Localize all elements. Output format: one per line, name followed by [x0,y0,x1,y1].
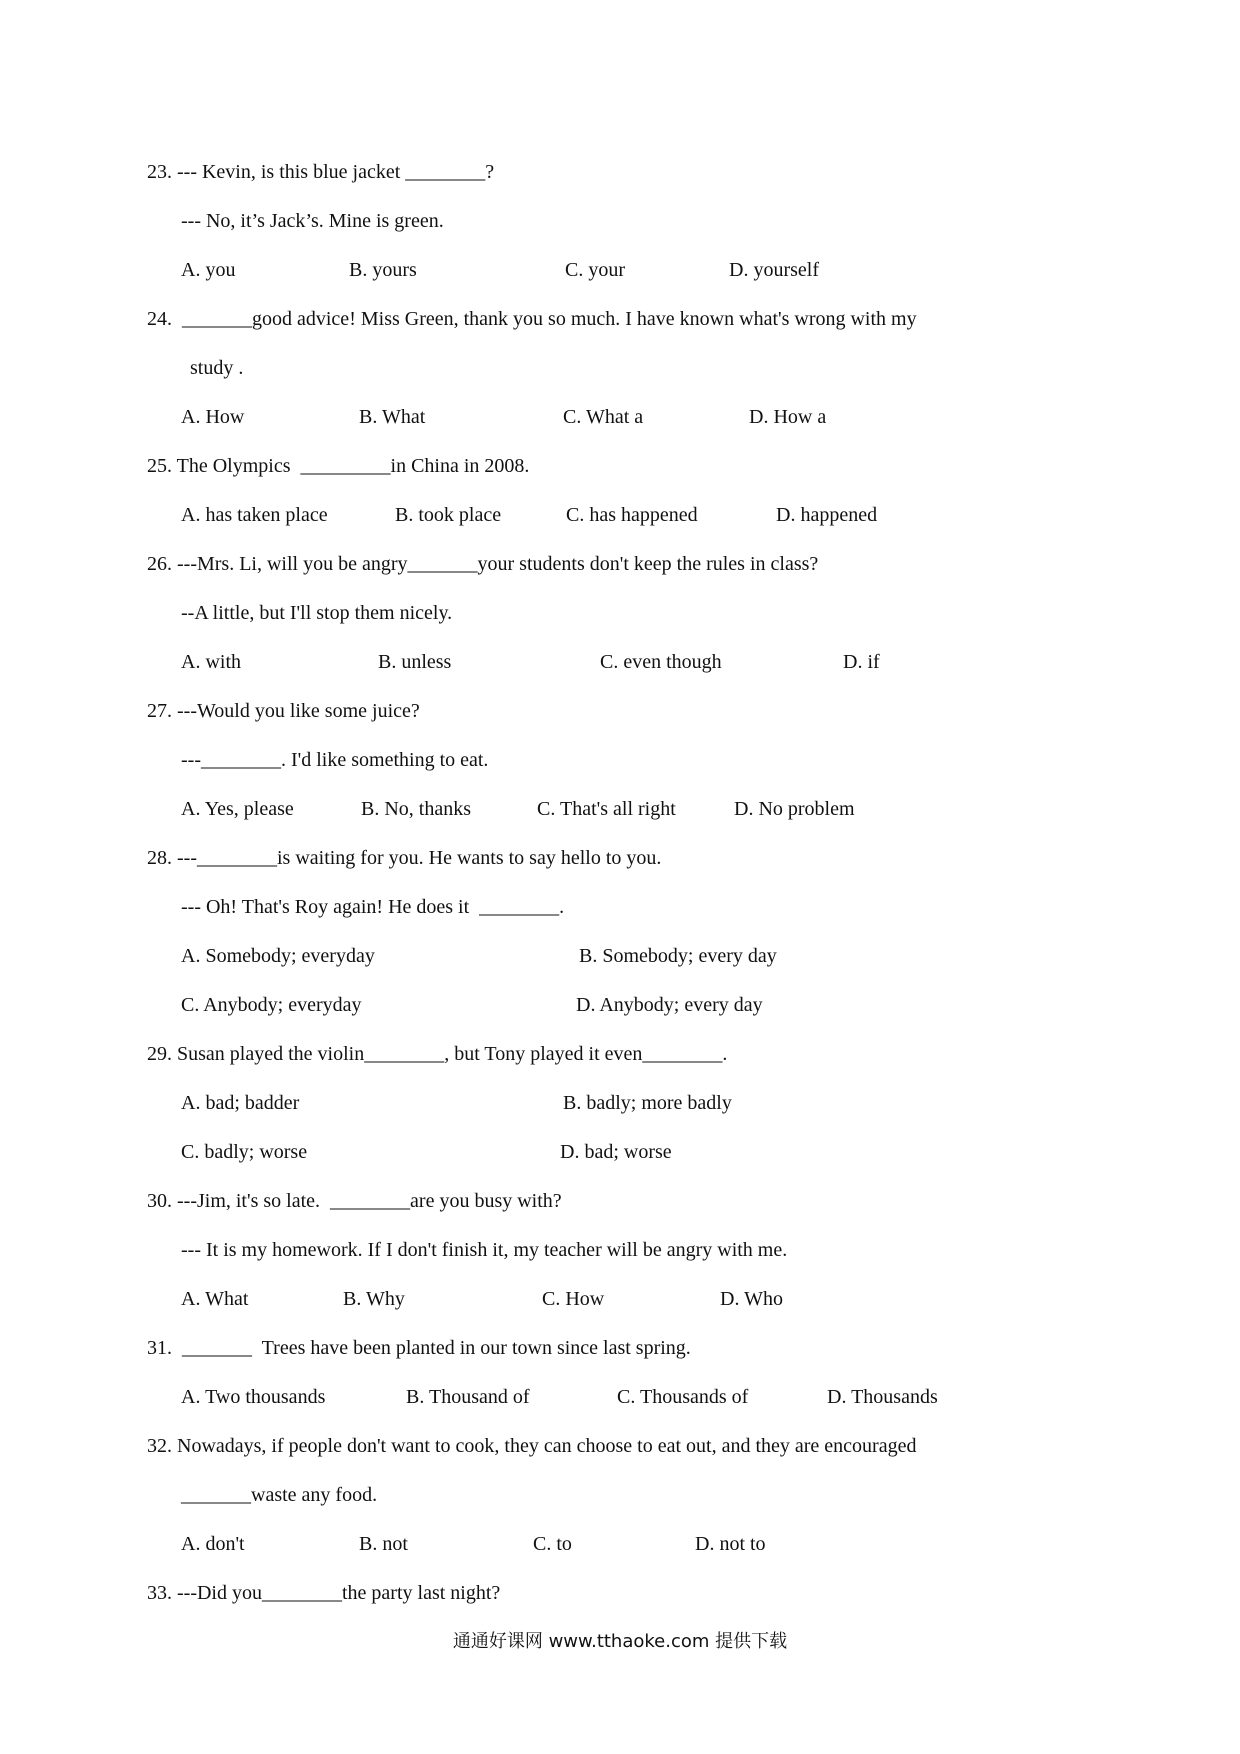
question-27-option-b: B. No, thanks [361,798,471,820]
question-28-option-a: A. Somebody; everyday [181,945,375,967]
question-32-option-c: C. to [533,1533,572,1555]
question-23-reply: --- No, it’s Jack’s. Mine is green. [181,210,444,232]
question-30-option-d: D. Who [720,1288,783,1310]
page-footer: 通通好课网 www.tthaoke.com 提供下载 [452,1631,788,1652]
question-25-option-a: A. has taken place [181,504,328,526]
question-29-option-b: B. badly; more badly [563,1092,732,1114]
question-24-option-d: D. How a [749,406,827,428]
question-32-stem: 32. Nowadays, if people don't want to cook, they can choose to eat out, and they are encouraged [147,1435,917,1457]
question-31-option-d: D. Thousands [827,1386,938,1408]
question-25-option-b: B. took place [395,504,502,526]
question-28-option-b: B. Somebody; every day [579,945,777,967]
question-32-option-a: A. don't [181,1533,245,1555]
question-23-option-b: B. yours [349,259,417,281]
question-29-stem: 29. Susan played the violin________, but Tony played it even________. [147,1043,728,1065]
question-32-stem-continued: _______waste any food. [181,1484,378,1506]
question-23-option-a: A. you [181,259,236,281]
question-31-option-c: C. Thousands of [617,1386,749,1408]
question-33-stem: 33. ---Did you________the party last night? [147,1582,501,1604]
question-24-option-c: C. What a [563,406,644,428]
question-29-option-c: C. badly; worse [181,1141,308,1163]
question-30-option-a: A. What [181,1288,249,1310]
question-24-stem-continued: study . [190,357,244,379]
question-27-option-d: D. No problem [734,798,855,820]
question-27-option-c: C. That's all right [537,798,676,820]
question-28-option-c: C. Anybody; everyday [181,994,362,1016]
question-26-stem: 26. ---Mrs. Li, will you be angry_______your students don't keep the rules in class? [147,553,819,575]
question-25-option-c: C. has happened [566,504,698,526]
question-26-option-b: B. unless [378,651,452,673]
question-30-option-b: B. Why [343,1288,405,1310]
question-32-option-d: D. not to [695,1533,766,1555]
question-25-stem: 25. The Olympics _________in China in 2008. [147,455,530,477]
question-28-stem: 28. ---________is waiting for you. He wants to say hello to you. [147,847,662,869]
question-26-reply: --A little, but I'll stop them nicely. [181,602,453,624]
question-24-option-b: B. What [359,406,426,428]
question-28-reply: --- Oh! That's Roy again! He does it ________. [181,896,565,918]
question-27-stem: 27. ---Would you like some juice? [147,700,420,722]
question-23-option-c: C. your [565,259,625,281]
question-31-option-b: B. Thousand of [406,1386,530,1408]
question-27-option-a: A. Yes, please [181,798,294,820]
question-25-option-d: D. happened [776,504,878,526]
question-31-stem: 31. _______ Trees have been planted in our town since last spring. [147,1337,691,1359]
question-23-option-d: D. yourself [729,259,819,281]
question-23-stem: 23. --- Kevin, is this blue jacket ________? [147,161,495,183]
question-30-stem: 30. ---Jim, it's so late. ________are you busy with? [147,1190,562,1212]
question-24-stem: 24. _______good advice! Miss Green, thank you so much. I have known what's wrong with my [147,308,917,330]
question-30-reply: --- It is my homework. If I don't finish it, my teacher will be angry with me. [181,1239,788,1261]
question-32-option-b: B. not [359,1533,408,1555]
question-31-option-a: A. Two thousands [181,1386,326,1408]
question-26-option-c: C. even though [600,651,722,673]
question-29-option-a: A. bad; badder [181,1092,300,1114]
question-26-option-a: A. with [181,651,241,673]
question-24-option-a: A. How [181,406,245,428]
question-30-option-c: C. How [542,1288,605,1310]
question-28-option-d: D. Anybody; every day [576,994,763,1016]
question-27-reply: ---________. I'd like something to eat. [181,749,489,771]
question-29-option-d: D. bad; worse [560,1141,672,1163]
question-26-option-d: D. if [843,651,880,673]
